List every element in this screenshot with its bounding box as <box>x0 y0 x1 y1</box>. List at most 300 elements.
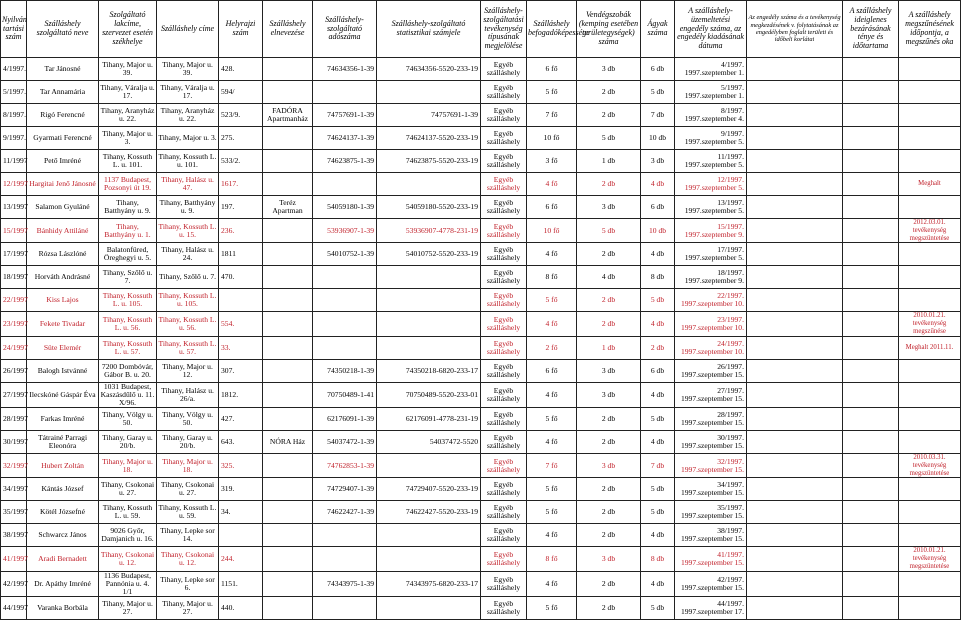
closure-date-reason <box>899 243 961 266</box>
header-cell: A szálláshely ideiglenes bezárásának ténye és időtartama <box>843 1 899 58</box>
capacity: 2 fő <box>527 336 577 359</box>
table-row <box>1 408 961 431</box>
provider-address: 1031 Budapest, Kaszásdűlő u. 11. X/96. <box>99 382 157 407</box>
row-number: 5/1997. <box>1 81 27 104</box>
capacity: 5 fő <box>527 408 577 431</box>
closure-date-reason <box>899 58 961 81</box>
permit-number-date: 9/1997. 1997.szeptember 5. <box>675 127 747 150</box>
service-type: Egyéb szálláshely <box>481 58 527 81</box>
accommodation-name <box>263 454 313 478</box>
capacity: 10 fő <box>527 219 577 243</box>
bed-count: 5 db <box>641 81 675 104</box>
parcel-number <box>219 289 263 312</box>
service-type: Egyéb szálláshely <box>481 431 527 454</box>
closure-date-reason <box>899 289 961 312</box>
temporary-closure <box>843 597 899 620</box>
room-count: 3 db <box>577 196 641 219</box>
table-row <box>1 219 961 243</box>
permit-limits <box>747 571 843 596</box>
closure-date-reason <box>899 524 961 547</box>
capacity: 5 fő <box>527 81 577 104</box>
permit-limits <box>747 524 843 547</box>
closure-date-reason: 2010.01.21. tevékenység megszüntetése <box>899 547 961 571</box>
header-cell: Szálláshely-szolgáltató adószáma <box>313 1 377 58</box>
header-cell: Szálláshely szolgáltató neve <box>27 1 99 58</box>
permit-limits <box>747 336 843 359</box>
statistical-code: 74350218-6820-233-17 <box>377 359 481 382</box>
capacity: 8 fő <box>527 547 577 571</box>
tax-number <box>313 336 377 359</box>
row-number: 17/1997 <box>1 243 27 266</box>
permit-limits <box>747 431 843 454</box>
closure-date-reason <box>899 104 961 127</box>
tax-number: 54010752-1-39 <box>313 243 377 266</box>
provider-address: Tihany, Kossuth L. u. 59. <box>99 501 157 524</box>
service-type: Egyéb szálláshely <box>481 501 527 524</box>
capacity: 4 fő <box>527 524 577 547</box>
permit-number-date: 30/1997. 1997.szeptember 15. <box>675 431 747 454</box>
permit-limits <box>747 382 843 407</box>
room-count: 2 db <box>577 312 641 336</box>
room-count: 1 db <box>577 336 641 359</box>
permit-number-date: 4/1997. 1997.szeptember 1. <box>675 58 747 81</box>
capacity: 4 fő <box>527 312 577 336</box>
bed-count: 4 db <box>641 173 675 196</box>
capacity: 5 fő <box>527 289 577 312</box>
bed-count: 5 db <box>641 289 675 312</box>
permit-limits <box>747 58 843 81</box>
row-number: 44/1997 <box>1 597 27 620</box>
provider-name: Pető Imréné <box>27 150 99 173</box>
room-count: 3 db <box>577 359 641 382</box>
statistical-code: 74729407-5520-233-19 <box>377 478 481 501</box>
service-type: Egyéb szálláshely <box>481 104 527 127</box>
provider-name: Bánhidy Attiláné <box>27 219 99 243</box>
statistical-code: 54059180-5520-233-19 <box>377 196 481 219</box>
tax-number: 53936907-1-39 <box>313 219 377 243</box>
provider-name: Aradi Bernadett <box>27 547 99 571</box>
closure-date-reason <box>899 478 961 501</box>
provider-address: Balatonfüred, Öreghegyi u. 5. <box>99 243 157 266</box>
header-cell: Helyrajzi szám <box>219 1 263 58</box>
statistical-code: 54037472-5520 <box>377 431 481 454</box>
table-row <box>1 336 961 359</box>
bed-count: 4 db <box>641 243 675 266</box>
row-number: 12/1997 <box>1 173 27 196</box>
bed-count: 4 db <box>641 312 675 336</box>
service-type: Egyéb szálláshely <box>481 81 527 104</box>
header-row <box>1 1 961 58</box>
row-number: 8/1997. <box>1 104 27 127</box>
bed-count: 8 db <box>641 547 675 571</box>
accommodation-address: Tihany, Kossuth L. u. 57. <box>157 336 219 359</box>
provider-name: Salamon Gyuláné <box>27 196 99 219</box>
room-count: 2 db <box>577 431 641 454</box>
accommodation-address: Tihany, Váralja u. 17. <box>157 81 219 104</box>
accommodation-name <box>263 408 313 431</box>
statistical-code: 74624137-5520-233-19 <box>377 127 481 150</box>
capacity: 7 fő <box>527 104 577 127</box>
tax-number: 62176091-1-39 <box>313 408 377 431</box>
bed-count: 5 db <box>641 597 675 620</box>
permit-limits <box>747 312 843 336</box>
provider-address: Tihany, Kossuth L. u. 56. <box>99 312 157 336</box>
permit-limits <box>747 127 843 150</box>
header-cell: A szálláshely megszűnésének időpontja, a megszűnés oka <box>899 1 961 58</box>
tax-number: 74624137-1-39 <box>313 127 377 150</box>
temporary-closure <box>843 524 899 547</box>
bed-count: 10 db <box>641 219 675 243</box>
provider-name: Horváth Andrásné <box>27 266 99 289</box>
table-row <box>1 173 961 196</box>
parcel-number: 554. <box>219 312 263 336</box>
temporary-closure <box>843 501 899 524</box>
permit-number-date: 23/1997. 1997.szeptember 10. <box>675 312 747 336</box>
bed-count: 6 db <box>641 359 675 382</box>
permit-number-date: 34/1997. 1997.szeptember 15. <box>675 478 747 501</box>
permit-limits <box>747 150 843 173</box>
provider-address: Tihany, Kossuth L. u. 57. <box>99 336 157 359</box>
row-number: 4/1997. <box>1 58 27 81</box>
permit-limits <box>747 478 843 501</box>
permit-number-date: 8/1997. 1997.szeptember 4. <box>675 104 747 127</box>
provider-name: Fekete Tivadar <box>27 312 99 336</box>
accommodation-name <box>263 127 313 150</box>
statistical-code: 74757691-1-39 <box>377 104 481 127</box>
permit-number-date: 38/1997. 1997.szeptember 15. <box>675 524 747 547</box>
bed-count: 4 db <box>641 571 675 596</box>
statistical-code: 74622427-5520-233-19 <box>377 501 481 524</box>
closure-date-reason <box>899 196 961 219</box>
header-cell: Szolgáltató lakcíme, szervezet esetén székhelye <box>99 1 157 58</box>
accommodation-name <box>263 173 313 196</box>
parcel-number: 325. <box>219 454 263 478</box>
provider-name: Rózsa Lászlóné <box>27 243 99 266</box>
service-type: Egyéb szálláshely <box>481 408 527 431</box>
parcel-number: 307. <box>219 359 263 382</box>
provider-address: Tihany, Kossuth L. u. 101. <box>99 150 157 173</box>
service-type: Egyéb szálláshely <box>481 196 527 219</box>
accommodation-address: Tihany, Halász u. 47. <box>157 173 219 196</box>
statistical-code <box>377 312 481 336</box>
temporary-closure <box>843 81 899 104</box>
provider-address: Tihany, Batthyány u. 9. <box>99 196 157 219</box>
table-row <box>1 547 961 571</box>
permit-number-date: 13/1997. 1997.szeptember 5. <box>675 196 747 219</box>
row-number: 27/1997 <box>1 382 27 407</box>
parcel-number: 1811 <box>219 243 263 266</box>
service-type: Egyéb szálláshely <box>481 359 527 382</box>
header-cell: Az engedély száma és a tevékenység megkezdésének v. folytatásának az engedélyben foglalt területi és időbeli korlátai <box>747 1 843 58</box>
table-row <box>1 266 961 289</box>
table-row <box>1 127 961 150</box>
closure-date-reason <box>899 408 961 431</box>
accommodation-name <box>263 336 313 359</box>
provider-address: Tihany, Váralja u. 17. <box>99 81 157 104</box>
capacity: 4 fő <box>527 571 577 596</box>
tax-number: 74729407-1-39 <box>313 478 377 501</box>
permit-limits <box>747 547 843 571</box>
statistical-code <box>377 597 481 620</box>
room-count: 2 db <box>577 289 641 312</box>
permit-number-date: 41/1997. 1997.szeptember 15. <box>675 547 747 571</box>
parcel-number: 236. <box>219 219 263 243</box>
header-cell: A szálláshely-üzemeltetési engedély száma, az engedély kiadásának dátuma <box>675 1 747 58</box>
capacity: 4 fő <box>527 431 577 454</box>
accommodation-address: Tihany, Kossuth L. u. 101. <box>157 150 219 173</box>
temporary-closure <box>843 243 899 266</box>
header-cell: Szálláshely-szolgáltatási tevékenység típusának megjelölése <box>481 1 527 58</box>
statistical-code: 70750489-5520-233-01 <box>377 382 481 407</box>
table-row <box>1 58 961 81</box>
service-type: Egyéb szálláshely <box>481 150 527 173</box>
temporary-closure <box>843 173 899 196</box>
closure-date-reason: Meghalt <box>899 173 961 196</box>
parcel-number: 594/ <box>219 81 263 104</box>
room-count: 2 db <box>577 597 641 620</box>
service-type: Egyéb szálláshely <box>481 266 527 289</box>
tax-number: 74634356-1-39 <box>313 58 377 81</box>
closure-date-reason <box>899 359 961 382</box>
accommodation-name <box>263 382 313 407</box>
room-count: 2 db <box>577 478 641 501</box>
row-number: 35/1997 <box>1 501 27 524</box>
header-cell: Szálláshely címe <box>157 1 219 58</box>
accommodation-address: Tihany, Halász u. 26/a. <box>157 382 219 407</box>
provider-address: 7200 Dombóvár, Gábor B. u. 20. <box>99 359 157 382</box>
provider-address: Tihany, Csokonai u. 12. <box>99 547 157 571</box>
permit-number-date: 12/1997. 1997.szeptember 5. <box>675 173 747 196</box>
accommodation-name <box>263 81 313 104</box>
accommodation-name <box>263 289 313 312</box>
row-number: 13/1997 <box>1 196 27 219</box>
permit-number-date: 5/1997. 1997.szeptember 1. <box>675 81 747 104</box>
header-cell: Szálláshely-szolgáltató statisztikai számjele <box>377 1 481 58</box>
permit-limits <box>747 501 843 524</box>
accommodation-address: Tihany, Kossuth L. u. 15. <box>157 219 219 243</box>
service-type: Egyéb szálláshely <box>481 336 527 359</box>
table-row <box>1 196 961 219</box>
accommodation-address: Tihany, Halász u. 24. <box>157 243 219 266</box>
provider-name: Ilecskóné Gáspár Éva <box>27 382 99 407</box>
accommodation-name <box>263 150 313 173</box>
provider-name: Gyarmati Ferencné <box>27 127 99 150</box>
temporary-closure <box>843 547 899 571</box>
closure-date-reason <box>899 501 961 524</box>
parcel-number: 470. <box>219 266 263 289</box>
closure-date-reason: 2010.01.21. tevékenység megszűnése <box>899 312 961 336</box>
closure-date-reason <box>899 382 961 407</box>
closure-date-reason <box>899 127 961 150</box>
accommodation-address: Tihany, Lepke sor 6. <box>157 571 219 596</box>
row-number: 28/1997 <box>1 408 27 431</box>
room-count: 2 db <box>577 243 641 266</box>
provider-name: Kiss Lajos <box>27 289 99 312</box>
tax-number: 54059180-1-39 <box>313 196 377 219</box>
table-row <box>1 359 961 382</box>
accommodation-name <box>263 547 313 571</box>
bed-count: 2 db <box>641 336 675 359</box>
tax-number <box>313 312 377 336</box>
service-type: Egyéb szálláshely <box>481 478 527 501</box>
parcel-number <box>219 524 263 547</box>
parcel-number: 275. <box>219 127 263 150</box>
tax-number: 74762853-1-39 <box>313 454 377 478</box>
provider-address: 1137 Budapest, Pozsonyi út 19. <box>99 173 157 196</box>
accommodation-address: Tihany, Major u. 12. <box>157 359 219 382</box>
closure-date-reason: 2010.03.31. tevékenység megszüntetése <box>899 454 961 478</box>
statistical-code <box>377 173 481 196</box>
accommodation-address: Tihany, Csokonai u. 12. <box>157 547 219 571</box>
room-count: 2 db <box>577 173 641 196</box>
bed-count: 6 db <box>641 196 675 219</box>
capacity: 3 fő <box>527 150 577 173</box>
accommodation-name <box>263 524 313 547</box>
provider-name: Farkas Imréné <box>27 408 99 431</box>
permit-number-date: 32/1997. 1997.szeptember 15. <box>675 454 747 478</box>
accommodation-address: Tihany, Kossuth L. u. 56. <box>157 312 219 336</box>
provider-address: Tihany, Szőlő u. 7. <box>99 266 157 289</box>
accommodation-name <box>263 597 313 620</box>
parcel-number: 427. <box>219 408 263 431</box>
service-type: Egyéb szálláshely <box>481 312 527 336</box>
accommodation-address: Tihany, Major u. 18. <box>157 454 219 478</box>
permit-number-date: 11/1997. 1997.szeptember 5. <box>675 150 747 173</box>
parcel-number: 1617. <box>219 173 263 196</box>
parcel-number: 643. <box>219 431 263 454</box>
accommodation-address: Tihany, Kossuth L. u. 59. <box>157 501 219 524</box>
accommodation-address: Tihany, Batthyány u. 9. <box>157 196 219 219</box>
accommodation-name: NÓRA Ház <box>263 431 313 454</box>
bed-count: 8 db <box>641 266 675 289</box>
register-body <box>1 58 961 620</box>
permit-number-date: 42/1997. 1997.szeptember 15. <box>675 571 747 596</box>
permit-limits <box>747 196 843 219</box>
header-cell: Szálláshely elnevezése <box>263 1 313 58</box>
permit-number-date: 44/1997. 1997.szeptember 17. <box>675 597 747 620</box>
room-count: 2 db <box>577 104 641 127</box>
bed-count: 7 db <box>641 104 675 127</box>
header-cell: Nyilván tartási szám <box>1 1 27 58</box>
accommodation-address: Tihany, Lepke sor 14. <box>157 524 219 547</box>
row-number: 42/1997 <box>1 571 27 596</box>
table-row <box>1 524 961 547</box>
temporary-closure <box>843 312 899 336</box>
temporary-closure <box>843 382 899 407</box>
tax-number: 74350218-1-39 <box>313 359 377 382</box>
accommodation-address: Tihany, Major u. 27. <box>157 597 219 620</box>
row-number: 11/1997 <box>1 150 27 173</box>
bed-count: 4 db <box>641 431 675 454</box>
parcel-number: 34. <box>219 501 263 524</box>
permit-limits <box>747 359 843 382</box>
room-count: 3 db <box>577 547 641 571</box>
provider-address: Tihany, Major u. 27. <box>99 597 157 620</box>
statistical-code <box>377 266 481 289</box>
parcel-number: 523/9. <box>219 104 263 127</box>
row-number: 34/1997 <box>1 478 27 501</box>
table-row <box>1 478 961 501</box>
service-type: Egyéb szálláshely <box>481 597 527 620</box>
tax-number <box>313 289 377 312</box>
service-type: Egyéb szálláshely <box>481 524 527 547</box>
table-row <box>1 431 961 454</box>
tax-number: 74623875-1-39 <box>313 150 377 173</box>
bed-count: 5 db <box>641 478 675 501</box>
closure-date-reason <box>899 571 961 596</box>
capacity: 6 fő <box>527 359 577 382</box>
table-row <box>1 81 961 104</box>
temporary-closure <box>843 219 899 243</box>
row-number: 22/1997 <box>1 289 27 312</box>
parcel-number: 428. <box>219 58 263 81</box>
tax-number: 70750489-1-41 <box>313 382 377 407</box>
capacity: 4 fő <box>527 243 577 266</box>
table-row <box>1 312 961 336</box>
capacity: 4 fő <box>527 382 577 407</box>
provider-name: Dr. Apáthy Imréné <box>27 571 99 596</box>
statistical-code: 74623875-5520-233-19 <box>377 150 481 173</box>
closure-date-reason <box>899 150 961 173</box>
room-count: 3 db <box>577 58 641 81</box>
provider-address: Tihany, Major u. 3. <box>99 127 157 150</box>
room-count: 3 db <box>577 382 641 407</box>
closure-date-reason <box>899 81 961 104</box>
tax-number: 74343975-1-39 <box>313 571 377 596</box>
bed-count: 10 db <box>641 127 675 150</box>
statistical-code: 53936907-4778-231-19 <box>377 219 481 243</box>
accommodation-name <box>263 478 313 501</box>
capacity: 8 fő <box>527 266 577 289</box>
permit-limits <box>747 81 843 104</box>
closure-date-reason: Meghalt 2011.11. <box>899 336 961 359</box>
room-count: 2 db <box>577 571 641 596</box>
permit-limits <box>747 173 843 196</box>
permit-limits <box>747 408 843 431</box>
row-number: 38/1997 <box>1 524 27 547</box>
header-cell: Vendégszobák (kemping esetében területegységek) száma <box>577 1 641 58</box>
permit-limits <box>747 243 843 266</box>
bed-count: 3 db <box>641 150 675 173</box>
provider-name: Tátrainé Parragi Eleonóra <box>27 431 99 454</box>
accommodation-name <box>263 266 313 289</box>
statistical-code: 74634356-5520-233-19 <box>377 58 481 81</box>
bed-count: 4 db <box>641 382 675 407</box>
provider-name: Kántás József <box>27 478 99 501</box>
accommodation-name <box>263 243 313 266</box>
provider-name: Rigó Ferencné <box>27 104 99 127</box>
accommodation-address: Tihany, Major u. 39. <box>157 58 219 81</box>
capacity: 5 fő <box>527 478 577 501</box>
room-count: 1 db <box>577 150 641 173</box>
permit-number-date: 26/1997. 1997.szeptember 15. <box>675 359 747 382</box>
provider-name: Tar Annamária <box>27 81 99 104</box>
permit-limits <box>747 266 843 289</box>
provider-address: 1136 Budapest, Pannónia u. 4. 1/1 <box>99 571 157 596</box>
temporary-closure <box>843 571 899 596</box>
row-number: 9/1997. <box>1 127 27 150</box>
provider-address: Tihany, Batthyány u. 1. <box>99 219 157 243</box>
tax-number: 74757691-1-39 <box>313 104 377 127</box>
accommodation-address: Tihany, Aranyház u. 22. <box>157 104 219 127</box>
room-count: 3 db <box>577 454 641 478</box>
accommodation-name <box>263 312 313 336</box>
capacity: 6 fő <box>527 58 577 81</box>
table-row <box>1 104 961 127</box>
accommodation-name <box>263 219 313 243</box>
statistical-code <box>377 454 481 478</box>
permit-limits <box>747 219 843 243</box>
